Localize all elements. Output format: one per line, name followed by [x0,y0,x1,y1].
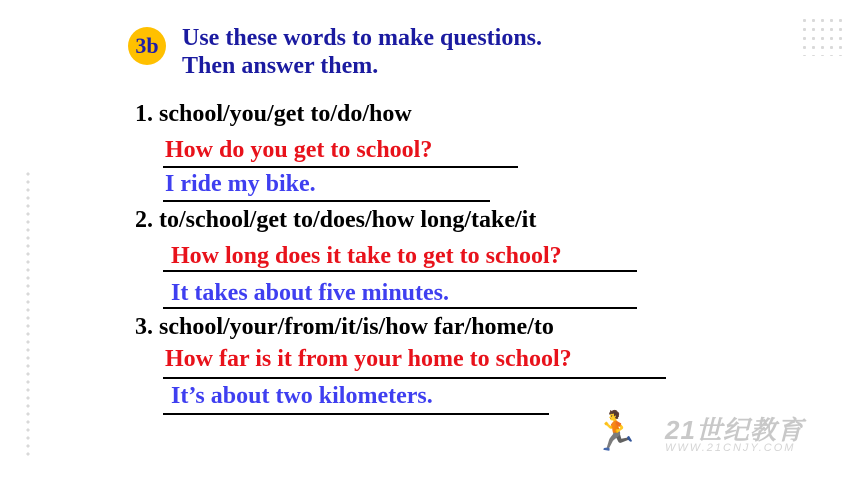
prompt-3: 3. school/your/from/it/is/how far/home/to [135,314,554,340]
question-answer-2: How long does it take to get to school? [171,243,562,269]
question-answer-1: How do you get to school? [165,137,433,163]
instructions [182,24,542,80]
answer-line-2b [163,307,637,309]
reply-answer-1: I ride my bike. [165,171,316,197]
reply-answer-3: It’s about two kilometers. [171,383,433,409]
prompt-1: 1. school/you/get to/do/how [135,101,412,127]
answer-line-3b [163,413,549,415]
decorative-dot-grid [800,16,846,56]
prompt-2: 2. to/school/get to/does/how long/take/it [135,207,537,233]
section-badge: 3b [128,27,166,65]
answer-line-1a [163,166,518,168]
decorative-dot-column [26,170,30,460]
answer-line-1b [163,200,490,202]
reply-answer-2: It takes about five minutes. [171,280,450,306]
runner-logo-icon: 🏃 [592,411,640,453]
answer-line-3a [163,377,666,379]
watermark-url: WWW.21CNJY.COM [665,442,796,454]
watermark-brand: 21世纪教育 [665,415,804,445]
instruction-line-2: Then answer them. [182,53,379,79]
answer-line-2a [163,270,637,272]
instruction-line-1: Use these words to make questions. [182,25,542,51]
question-answer-3: How far is it from your home to school? [165,346,572,372]
